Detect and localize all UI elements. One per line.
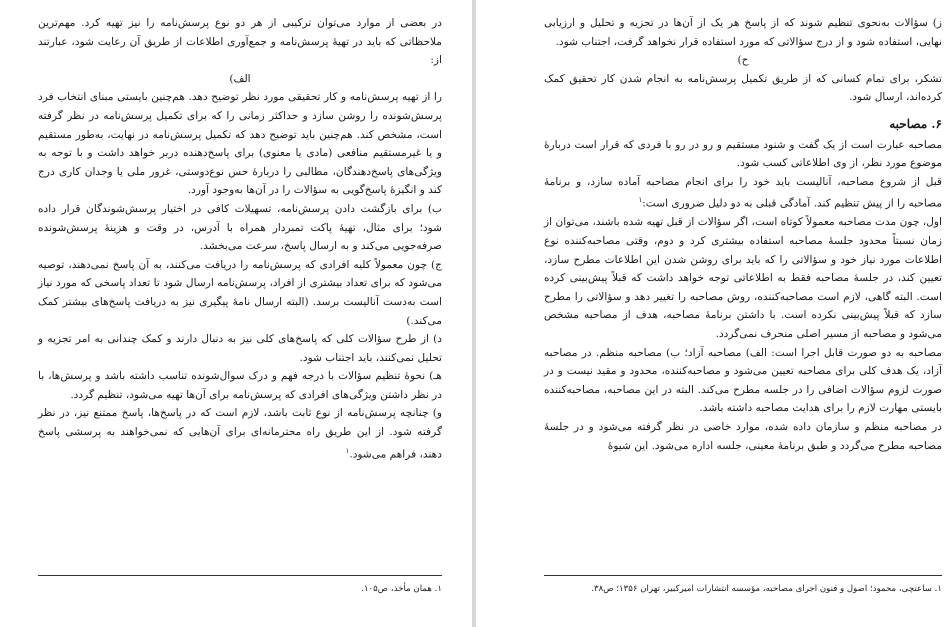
section-heading-interview: ۶. مصاحبه: [889, 116, 942, 131]
item-dal-paragraph: د) از طرح سؤالات کلی که پاسخ‌های کلی نیز به دنبال دارند و کمک چندانی به امر تجزیه و تحلیل نمی‌کنند، باید اجتناب شود.: [38, 333, 442, 364]
footnote-marker: ۱: [638, 196, 643, 205]
footnote-divider: [38, 575, 442, 576]
interview-preparation-paragraph: [544, 173, 942, 214]
item-he-paragraph: هـ) نحوهٔ تنظیم سؤالات با درجه فهم و درک سوال‌شونده تناسب داشته باشد و پرسش‌ها، با در نظر داشتن ویژگی‌های افرادی که پرسش‌نامه برای آن‌ها تهیه می‌شود، تنظیم گردد.: [38, 370, 442, 401]
footnote: ۱. ساعتچی، محمود؛ اصول و فنون اجرای مصاحبه، مؤسسه انتشارات امیرکبیر، تهران ۱۳۵۶؛ ص۳۸.: [591, 584, 942, 594]
page-gutter: [472, 0, 476, 627]
item-h-label: ح): [737, 54, 749, 67]
item-vav-paragraph: [38, 404, 442, 463]
structured-interview-paragraph: در مصاحبه منظم و سازمان داده شده، موارد خاصی در نظر گرفته می‌شود و در جلسهٔ مصاحبه مطرح می‌گردد و طبق برنامهٔ معینی، جلسه اداره می‌شود. این شیوهٔ: [544, 421, 942, 452]
left-page: [0, 0, 472, 627]
footnote-divider: [544, 575, 942, 576]
right-page: [476, 0, 948, 627]
item-jim-paragraph: ج) چون معمولاً کلیه افرادی که پرسش‌نامه را دریافت می‌کنند، به آن پاسخ نمی‌دهند، توصیه می‌شود که برای تعداد بیشتری از افراد، پرسش‌نامه ارسال شود تا تعداد پاسخی که مورد نیاز است به‌دست آنالیست برسد. (البته ارسال نامهٔ پیگیری نیز به دریافت پاسخ‌های بیشتر کمک می‌کند.): [38, 258, 442, 327]
interview-definition-paragraph: مصاحبه عبارت است از یک گفت و شنود مستقیم و رو در رو با فردی که قرار است دربارهٔ موضوع مورد نظر، از وی اطلاعاتی کسب شود.: [544, 138, 942, 170]
interview-preparation-text: قبل از شروع مصاحبه، آنالیست باید خود را برای انجام مصاحبه آماده سازد، و برنامهٔ مصاحبه را از پیش تنظیم کند. آمادگی قبلی به دو دلیل ضروری است:: [544, 175, 942, 210]
interview-types-paragraph: مصاحبه به دو صورت قابل اجرا است: الف) مصاحبه آزاد؛ ب) مصاحبه منظم. در مصاحبه آزاد، یک هدف کلی برای مصاحبه تعیین می‌شود و مصاحبه‌کننده، محدود و مقید نیست و در صورت لزوم سؤالات اضافی را در جلسه مطرح می‌کند. البته در این مصاحبه، مصاحبه‌کننده بایستی مهارت لازم را برای هدایت مصاحبه داشته باشد.: [544, 346, 942, 415]
item-be-paragraph: ب) برای بازگشت دادن پرسش‌نامه، تسهیلات کافی در اختیار پرسش‌شوندگان قرار داده شود؛ برای مثال، تهیهٔ پاکت تمبردار همراه با آدرس، در وقت و هزینهٔ پرسش‌شونده صرفه‌جویی می‌کند و به ارسال پاسخ، سرعت می‌بخشد.: [38, 202, 442, 253]
right-page-body: [544, 14, 942, 455]
thanks-paragraph: تشکر، برای تمام کسانی که از طریق تکمیل پرسش‌نامه به انجام شدن کار تحقیق کمک کرده‌اند، ارسال شود.: [544, 72, 942, 104]
item-alef-paragraph: را از تهیه پرسش‌نامه و کار تحقیقی مورد نظر توضیح دهد. هم‌چنین بایستی مبنای انتخاب فرد پرسش‌شونده را روشن سازد و حداکثر زمانی را که برای تکمیل پرسش‌نامه در نظر گرفته است، مشخص کند. هم‌چنین باید توضیح دهد که تکمیل پرسش‌نامه در نهایت، به‌طور مستقیم و یا غیرمستقیم منافعی (مادی یا معنوی) برای پاسخ‌دهنده دربر خواهد داشت و با توجه به ویژگی‌های پاسخ‌دهندگان، مطالبی را دربارهٔ حس نوع‌دوستی، غرور ملی یا وجدان کاری درج کند و انگیزهٔ پاسخ‌گویی به سؤالات را در آن‌ها به‌وجود آورد.: [38, 91, 442, 197]
intro-paragraph: در بعضی از موارد می‌توان ترکیبی از هر دو نوع پرسش‌نامه را نیز تهیه کرد. مهم‌ترین ملاحظاتی که باید در تهیهٔ پرسش‌نامه و جمع‌آوری اطلاعات از طریق آن رعایت شود، عبارتند از:: [38, 17, 442, 67]
item-alef-label: الف): [229, 72, 251, 85]
footnote-marker: ۱: [345, 446, 350, 455]
interview-reasons-paragraph: اول، چون مدت مصاحبه معمولاً کوتاه است، اگر سؤالات از قبل تهیه شده باشند، می‌توان از زمان نسبتاً محدود جلسهٔ مصاحبه استفاده بیشتری کرد و دوم، وقتی مصاحبه‌کننده نوع اطلاعات مورد نیاز خود و سؤالاتی را که باید برای روشن شدن این اطلاعات مطرح سازد، تعیین کند، در جلسهٔ مصاحبه فقط به اطلاعاتی توجه خواهد داشت که قبلاً پیش‌بینی کرده است. البته گاهی، لازم است مصاحبه‌کننده، روش مصاحبه را تغییر دهد و سؤالاتی را مطرح سازد که قبلاً پیش‌بینی نکرده است. با داشتن برنامهٔ مصاحبه، هدف از مصاحبه مشخص می‌شود و مصاحبه از مسیر اصلی منحرف نمی‌گردد.: [544, 216, 942, 341]
item-vav-text: و) چنانچه پرسش‌نامه از نوع ثابت باشد، لازم است که در پاسخ‌ها، پاسخ ممتنع نیز، در نظر گرفته شود. از این طریق راه محترمانه‌ای برای آن‌هایی که نمی‌خواهند به پرسشی پاسخ دهند، فراهم می‌شود.: [38, 407, 442, 461]
footnote: ۱. همان مأخذ، ص۱۰۵.: [361, 584, 442, 594]
left-page-body: [38, 14, 442, 464]
item-z-paragraph: ز) سؤالات به‌نحوی تنظیم شوند که از پاسخ هر یک از آن‌ها در تجزیه و تحلیل و ارزیابی نهایی، استفاده شود و از درج سؤالاتی که مورد استفاده قرار نخواهد گرفت، اجتناب شود.: [544, 17, 942, 48]
